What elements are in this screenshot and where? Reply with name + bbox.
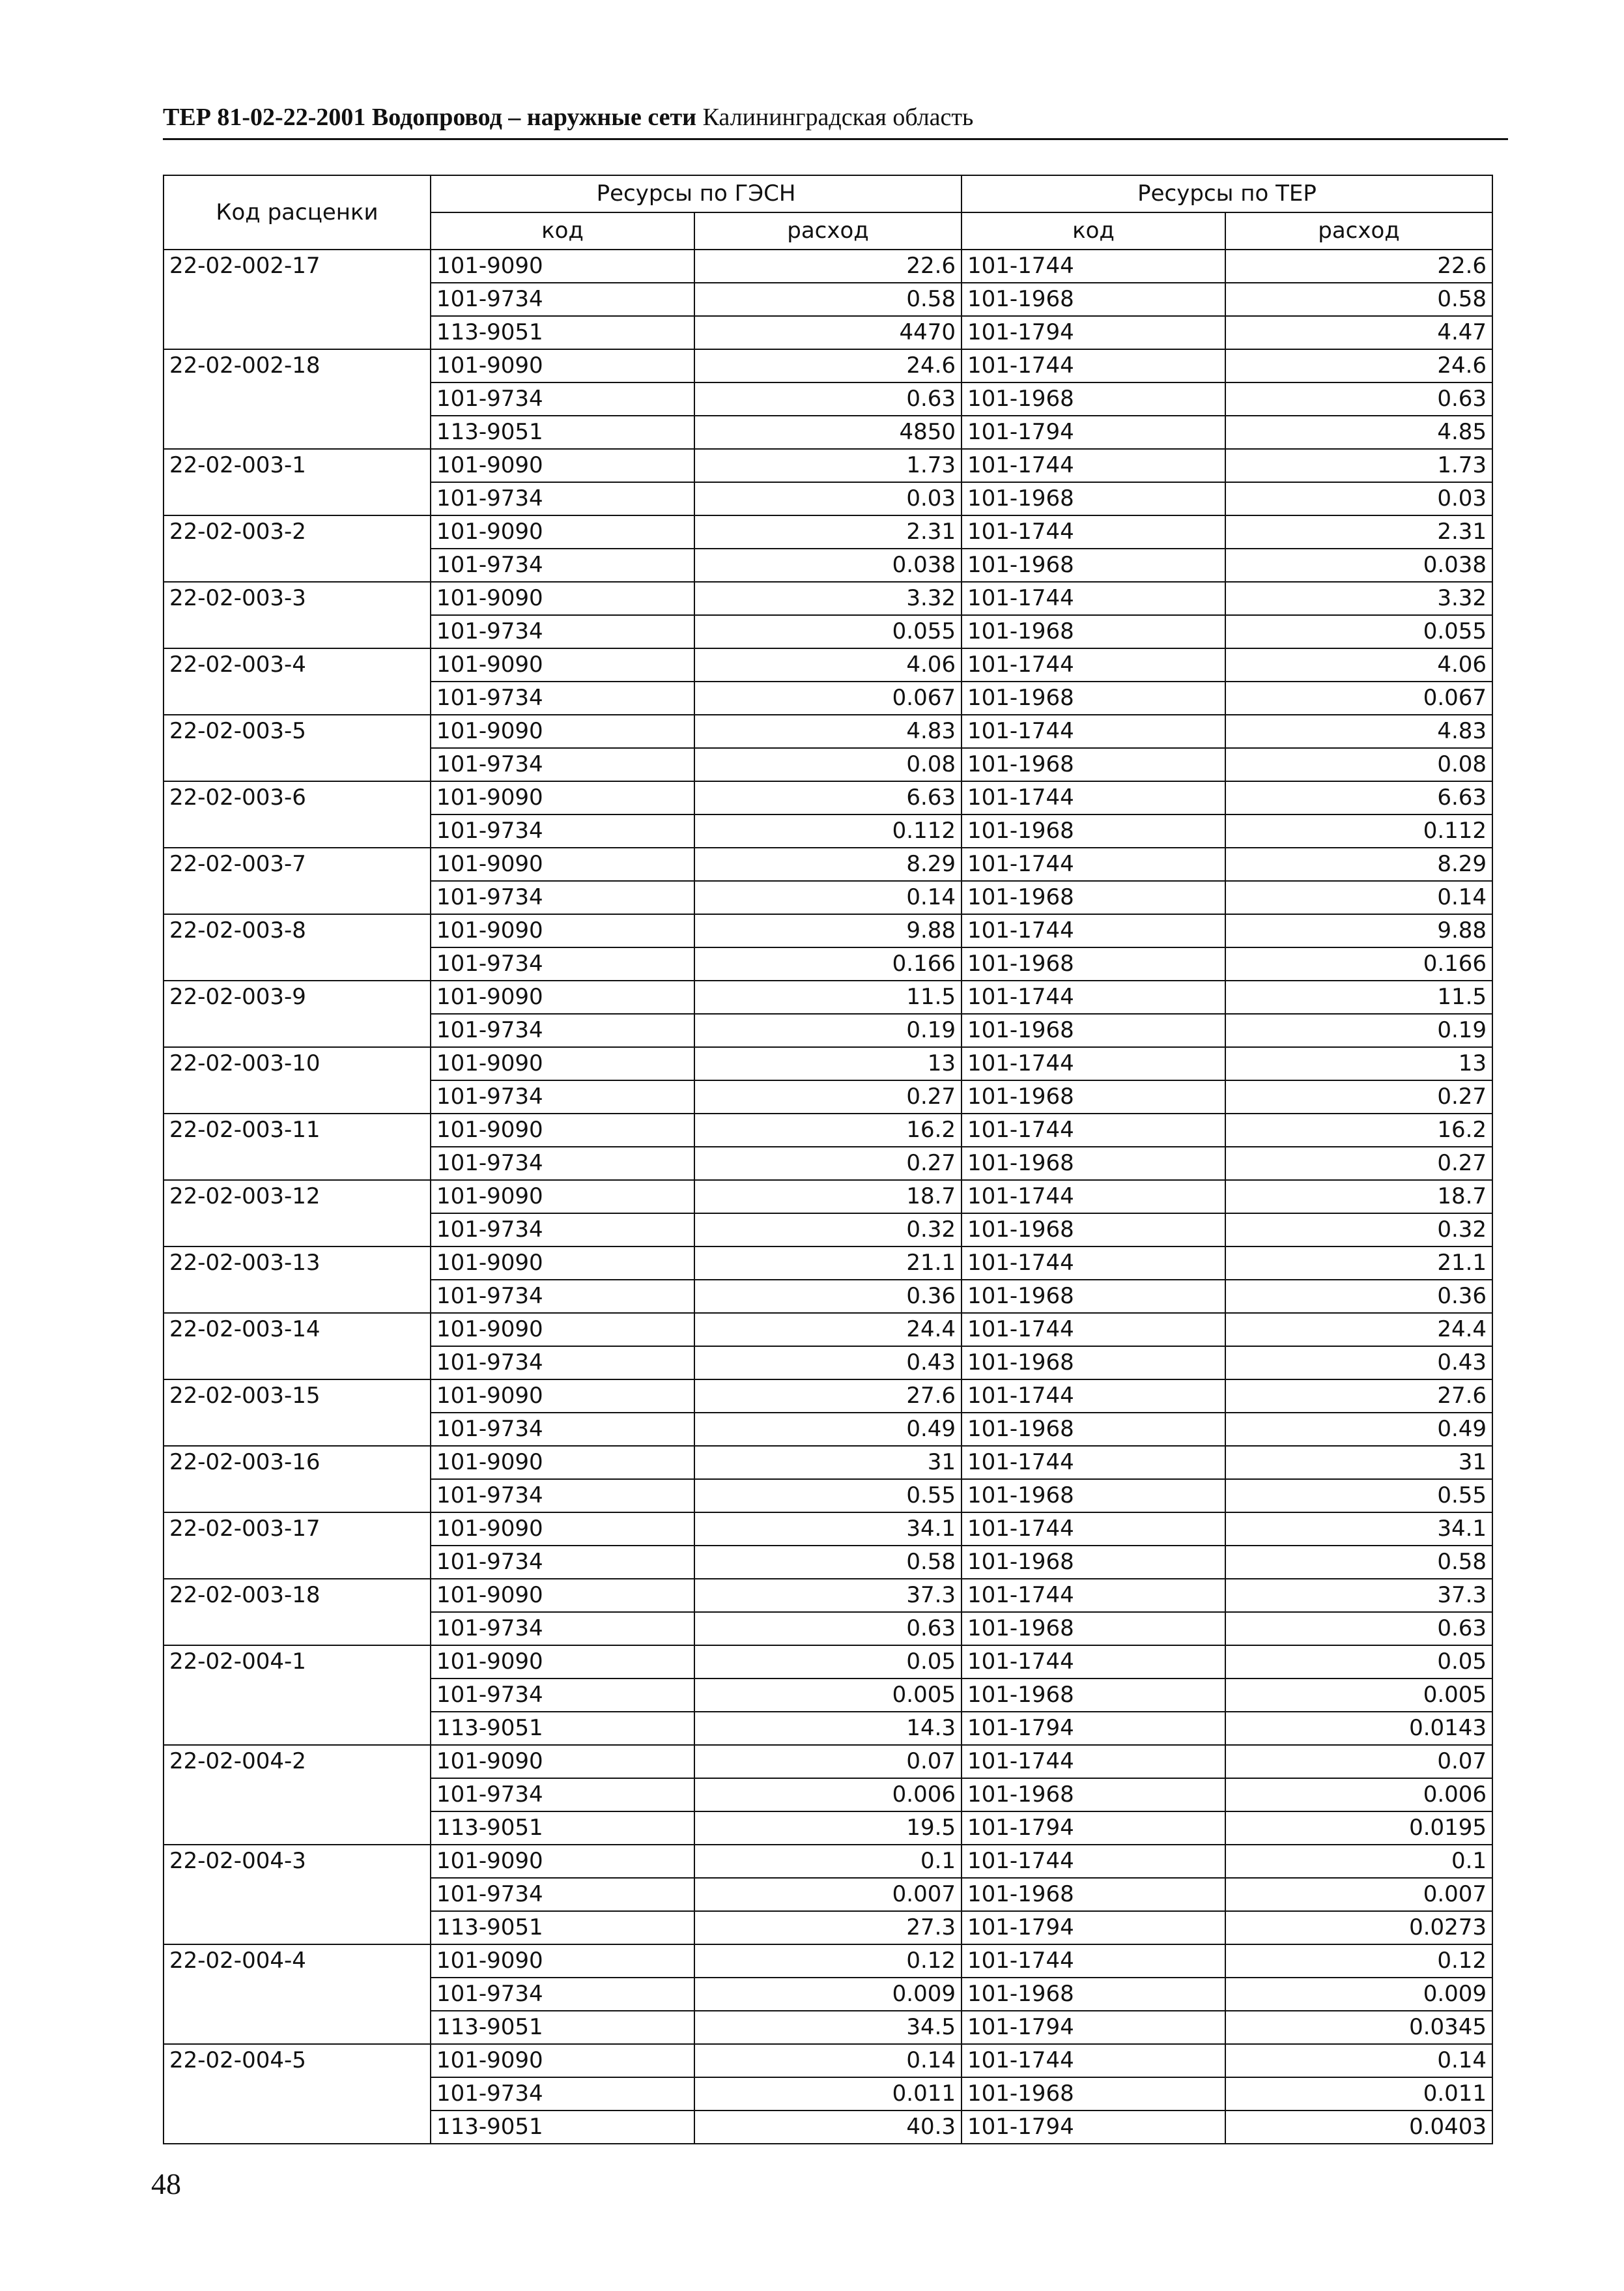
- gesn-consumption-cell: 4.83: [694, 715, 962, 748]
- ter-code-cell: 101-1968: [962, 283, 1225, 316]
- ter-code-cell: 101-1744: [962, 349, 1225, 382]
- gesn-consumption-cell: 0.43: [694, 1346, 962, 1379]
- gesn-code-cell: 101-9090: [431, 349, 694, 382]
- ter-consumption-cell: 0.0195: [1225, 1811, 1492, 1845]
- ter-consumption-cell: 0.0345: [1225, 2011, 1492, 2044]
- ter-code-cell: 101-1968: [962, 1778, 1225, 1811]
- ter-code-cell: 101-1968: [962, 1213, 1225, 1246]
- gesn-code-cell: 101-9734: [431, 1014, 694, 1047]
- gesn-code-cell: 101-9734: [431, 283, 694, 316]
- gesn-code-cell: 101-9734: [431, 1413, 694, 1446]
- gesn-consumption-cell: 31: [694, 1446, 962, 1479]
- gesn-code-cell: 101-9090: [431, 1446, 694, 1479]
- header-region: Калининградская область: [702, 104, 974, 131]
- ter-consumption-cell: 18.7: [1225, 1180, 1492, 1213]
- table-row: [164, 1379, 1492, 1413]
- gesn-consumption-cell: 0.055: [694, 615, 962, 648]
- rate-code-cell: 22-02-003-14: [164, 1313, 431, 1379]
- gesn-consumption-cell: 0.112: [694, 814, 962, 848]
- table-row: [164, 2044, 1492, 2077]
- gesn-code-cell: 101-9090: [431, 1645, 694, 1679]
- ter-code-cell: 101-1744: [962, 1180, 1225, 1213]
- gesn-code-cell: 101-9734: [431, 947, 694, 981]
- page-header: [163, 98, 1505, 137]
- gesn-code-cell: 101-9090: [431, 582, 694, 615]
- ter-code-cell: 101-1968: [962, 1612, 1225, 1645]
- gesn-code-cell: 101-9734: [431, 1346, 694, 1379]
- ter-code-cell: 101-1794: [962, 1712, 1225, 1745]
- ter-consumption-cell: 0.08: [1225, 748, 1492, 781]
- ter-consumption-cell: 4.06: [1225, 648, 1492, 682]
- rate-code-cell: 22-02-003-4: [164, 648, 431, 715]
- gesn-consumption-cell: 0.007: [694, 1878, 962, 1911]
- header-row-groups: [164, 175, 1492, 212]
- gesn-code-cell: 101-9734: [431, 1978, 694, 2011]
- ter-consumption-cell: 0.0143: [1225, 1712, 1492, 1745]
- gesn-code-cell: 113-9051: [431, 2011, 694, 2044]
- ter-code-cell: 101-1744: [962, 1047, 1225, 1080]
- gesn-consumption-cell: 19.5: [694, 1811, 962, 1845]
- ter-code-cell: 101-1744: [962, 449, 1225, 482]
- table-row: [164, 715, 1492, 748]
- gesn-code-cell: 101-9090: [431, 781, 694, 814]
- ter-consumption-cell: 0.32: [1225, 1213, 1492, 1246]
- rate-code-cell: 22-02-003-13: [164, 1246, 431, 1313]
- ter-code-cell: 101-1968: [962, 1346, 1225, 1379]
- header-title: ТЕР 81-02-22-2001 Водопровод – наружные сети: [163, 104, 697, 131]
- ter-consumption-cell: 31: [1225, 1446, 1492, 1479]
- rate-code-cell: 22-02-003-8: [164, 914, 431, 981]
- rate-code-cell: 22-02-003-9: [164, 981, 431, 1047]
- ter-consumption-cell: 0.07: [1225, 1745, 1492, 1778]
- gesn-code-cell: 101-9090: [431, 1246, 694, 1280]
- gesn-code-cell: 101-9090: [431, 914, 694, 947]
- gesn-code-cell: 101-9090: [431, 1047, 694, 1080]
- gesn-code-cell: 101-9734: [431, 748, 694, 781]
- ter-consumption-cell: 27.6: [1225, 1379, 1492, 1413]
- table-row: [164, 1446, 1492, 1479]
- gesn-code-cell: 101-9734: [431, 1080, 694, 1114]
- page-number: 48: [151, 2167, 181, 2200]
- gesn-code-cell: 101-9734: [431, 1778, 694, 1811]
- ter-consumption-cell: 4.47: [1225, 316, 1492, 349]
- column-header-code: Код расценки: [164, 175, 431, 250]
- rate-code-cell: 22-02-003-7: [164, 848, 431, 914]
- gesn-code-cell: 101-9090: [431, 1745, 694, 1778]
- table-row: [164, 1313, 1492, 1346]
- gesn-consumption-cell: 16.2: [694, 1114, 962, 1147]
- gesn-consumption-cell: 24.4: [694, 1313, 962, 1346]
- ter-code-cell: 101-1744: [962, 981, 1225, 1014]
- rate-code-cell: 22-02-003-11: [164, 1114, 431, 1180]
- ter-code-cell: 101-1968: [962, 814, 1225, 848]
- ter-consumption-cell: 0.49: [1225, 1413, 1492, 1446]
- gesn-code-cell: 101-9734: [431, 1612, 694, 1645]
- ter-code-cell: 101-1794: [962, 1911, 1225, 1944]
- table-row: [164, 981, 1492, 1014]
- gesn-code-cell: 101-9734: [431, 1280, 694, 1313]
- gesn-code-cell: 101-9090: [431, 2044, 694, 2077]
- gesn-consumption-cell: 0.009: [694, 1978, 962, 2011]
- table-row: [164, 1180, 1492, 1213]
- ter-consumption-cell: 0.14: [1225, 2044, 1492, 2077]
- ter-code-cell: 101-1968: [962, 1546, 1225, 1579]
- gesn-code-cell: 101-9734: [431, 615, 694, 648]
- gesn-code-cell: 101-9090: [431, 1944, 694, 1978]
- ter-code-cell: 101-1744: [962, 1512, 1225, 1546]
- gesn-consumption-cell: 27.3: [694, 1911, 962, 1944]
- rate-code-cell: 22-02-003-10: [164, 1047, 431, 1114]
- gesn-code-cell: 101-9734: [431, 682, 694, 715]
- rate-code-cell: 22-02-004-1: [164, 1645, 431, 1745]
- ter-consumption-cell: 0.011: [1225, 2077, 1492, 2111]
- ter-consumption-cell: 0.055: [1225, 615, 1492, 648]
- gesn-consumption-cell: 0.005: [694, 1679, 962, 1712]
- ter-consumption-cell: 0.067: [1225, 682, 1492, 715]
- ter-consumption-cell: 0.12: [1225, 1944, 1492, 1978]
- ter-consumption-cell: 0.03: [1225, 482, 1492, 515]
- ter-consumption-cell: 4.85: [1225, 416, 1492, 449]
- ter-consumption-cell: 21.1: [1225, 1246, 1492, 1280]
- gesn-consumption-cell: 1.73: [694, 449, 962, 482]
- gesn-code-cell: 101-9090: [431, 1512, 694, 1546]
- table-row: [164, 1845, 1492, 1878]
- gesn-code-cell: 101-9090: [431, 1180, 694, 1213]
- gesn-code-cell: 101-9734: [431, 549, 694, 582]
- gesn-code-cell: 101-9734: [431, 1546, 694, 1579]
- ter-consumption-cell: 2.31: [1225, 515, 1492, 549]
- gesn-consumption-cell: 37.3: [694, 1579, 962, 1612]
- ter-code-cell: 101-1794: [962, 2011, 1225, 2044]
- gesn-consumption-cell: 0.006: [694, 1778, 962, 1811]
- ter-code-cell: 101-1968: [962, 947, 1225, 981]
- ter-consumption-cell: 0.36: [1225, 1280, 1492, 1313]
- ter-code-cell: 101-1968: [962, 482, 1225, 515]
- gesn-code-cell: 101-9734: [431, 1213, 694, 1246]
- gesn-consumption-cell: 0.08: [694, 748, 962, 781]
- ter-code-cell: 101-1794: [962, 416, 1225, 449]
- gesn-code-cell: 101-9734: [431, 482, 694, 515]
- ter-code-cell: 101-1744: [962, 515, 1225, 549]
- gesn-consumption-cell: 0.07: [694, 1745, 962, 1778]
- gesn-consumption-cell: 0.58: [694, 283, 962, 316]
- table-row: [164, 1645, 1492, 1679]
- rate-code-cell: 22-02-004-2: [164, 1745, 431, 1845]
- gesn-consumption-cell: 2.31: [694, 515, 962, 549]
- column-group-gesn: Ресурсы по ГЭСН: [431, 175, 962, 212]
- header-rule: [163, 138, 1508, 140]
- table-row: [164, 1047, 1492, 1080]
- ter-code-cell: 101-1968: [962, 881, 1225, 914]
- ter-code-cell: 101-1794: [962, 1811, 1225, 1845]
- ter-consumption-cell: 0.0403: [1225, 2111, 1492, 2144]
- ter-code-cell: 101-1968: [962, 1878, 1225, 1911]
- ter-consumption-cell: 6.63: [1225, 781, 1492, 814]
- gesn-consumption-cell: 18.7: [694, 1180, 962, 1213]
- gesn-consumption-cell: 0.55: [694, 1479, 962, 1512]
- gesn-code-cell: 101-9090: [431, 449, 694, 482]
- resources-table: [163, 175, 1493, 2144]
- table-body: [164, 250, 1492, 2144]
- ter-code-cell: 101-1744: [962, 1114, 1225, 1147]
- gesn-consumption-cell: 0.36: [694, 1280, 962, 1313]
- ter-consumption-cell: 22.6: [1225, 250, 1492, 283]
- gesn-consumption-cell: 0.49: [694, 1413, 962, 1446]
- gesn-consumption-cell: 0.03: [694, 482, 962, 515]
- ter-consumption-cell: 0.007: [1225, 1878, 1492, 1911]
- rate-code-cell: 22-02-003-2: [164, 515, 431, 582]
- ter-code-cell: 101-1744: [962, 1845, 1225, 1878]
- ter-consumption-cell: 0.27: [1225, 1080, 1492, 1114]
- gesn-consumption-cell: 24.6: [694, 349, 962, 382]
- ter-consumption-cell: 3.32: [1225, 582, 1492, 615]
- ter-consumption-cell: 4.83: [1225, 715, 1492, 748]
- table-row: [164, 1246, 1492, 1280]
- ter-code-cell: 101-1968: [962, 1080, 1225, 1114]
- gesn-code-cell: 101-9734: [431, 1479, 694, 1512]
- ter-consumption-cell: 1.73: [1225, 449, 1492, 482]
- ter-code-cell: 101-1744: [962, 648, 1225, 682]
- gesn-consumption-cell: 4470: [694, 316, 962, 349]
- gesn-consumption-cell: 0.1: [694, 1845, 962, 1878]
- table-row: [164, 582, 1492, 615]
- ter-consumption-cell: 24.6: [1225, 349, 1492, 382]
- table-row: [164, 648, 1492, 682]
- gesn-consumption-cell: 22.6: [694, 250, 962, 283]
- ter-code-cell: 101-1744: [962, 1745, 1225, 1778]
- rate-code-cell: 22-02-003-12: [164, 1180, 431, 1246]
- gesn-code-cell: 113-9051: [431, 1712, 694, 1745]
- gesn-consumption-cell: 4850: [694, 416, 962, 449]
- gesn-code-cell: 101-9090: [431, 715, 694, 748]
- ter-consumption-cell: 0.112: [1225, 814, 1492, 848]
- rate-code-cell: 22-02-004-3: [164, 1845, 431, 1944]
- gesn-consumption-cell: 0.63: [694, 382, 962, 416]
- gesn-consumption-cell: 40.3: [694, 2111, 962, 2144]
- gesn-code-cell: 113-9051: [431, 2111, 694, 2144]
- gesn-code-cell: 101-9090: [431, 250, 694, 283]
- gesn-code-cell: 101-9090: [431, 1313, 694, 1346]
- ter-code-cell: 101-1968: [962, 1479, 1225, 1512]
- gesn-code-cell: 101-9734: [431, 1147, 694, 1180]
- gesn-consumption-cell: 27.6: [694, 1379, 962, 1413]
- ter-consumption-cell: 0.27: [1225, 1147, 1492, 1180]
- rate-code-cell: 22-02-002-17: [164, 250, 431, 349]
- gesn-code-cell: 101-9090: [431, 981, 694, 1014]
- gesn-consumption-cell: 34.5: [694, 2011, 962, 2044]
- column-header-ter-consumption: расход: [1225, 212, 1492, 250]
- ter-consumption-cell: 0.63: [1225, 382, 1492, 416]
- rate-code-cell: 22-02-002-18: [164, 349, 431, 449]
- table-row: [164, 449, 1492, 482]
- ter-consumption-cell: 0.005: [1225, 1679, 1492, 1712]
- table-row: [164, 914, 1492, 947]
- gesn-consumption-cell: 11.5: [694, 981, 962, 1014]
- ter-code-cell: 101-1794: [962, 2111, 1225, 2144]
- table-row: [164, 1745, 1492, 1778]
- gesn-consumption-cell: 0.14: [694, 881, 962, 914]
- ter-consumption-cell: 0.05: [1225, 1645, 1492, 1679]
- table-row: [164, 515, 1492, 549]
- ter-code-cell: 101-1744: [962, 1446, 1225, 1479]
- ter-consumption-cell: 0.006: [1225, 1778, 1492, 1811]
- ter-code-cell: 101-1744: [962, 1579, 1225, 1612]
- ter-consumption-cell: 9.88: [1225, 914, 1492, 947]
- gesn-consumption-cell: 0.067: [694, 682, 962, 715]
- table-row: [164, 848, 1492, 881]
- ter-consumption-cell: 0.009: [1225, 1978, 1492, 2011]
- gesn-consumption-cell: 9.88: [694, 914, 962, 947]
- ter-code-cell: 101-1744: [962, 781, 1225, 814]
- ter-consumption-cell: 8.29: [1225, 848, 1492, 881]
- ter-consumption-cell: 0.43: [1225, 1346, 1492, 1379]
- ter-consumption-cell: 16.2: [1225, 1114, 1492, 1147]
- gesn-code-cell: 101-9090: [431, 848, 694, 881]
- ter-consumption-cell: 0.63: [1225, 1612, 1492, 1645]
- ter-code-cell: 101-1968: [962, 615, 1225, 648]
- ter-code-cell: 101-1794: [962, 316, 1225, 349]
- gesn-code-cell: 113-9051: [431, 416, 694, 449]
- gesn-consumption-cell: 14.3: [694, 1712, 962, 1745]
- gesn-consumption-cell: 0.27: [694, 1147, 962, 1180]
- ter-consumption-cell: 0.55: [1225, 1479, 1492, 1512]
- column-header-gesn-code: код: [431, 212, 694, 250]
- rate-code-cell: 22-02-003-5: [164, 715, 431, 781]
- ter-consumption-cell: 0.0273: [1225, 1911, 1492, 1944]
- gesn-consumption-cell: 0.27: [694, 1080, 962, 1114]
- ter-code-cell: 101-1968: [962, 1413, 1225, 1446]
- gesn-consumption-cell: 0.32: [694, 1213, 962, 1246]
- ter-consumption-cell: 0.1: [1225, 1845, 1492, 1878]
- rate-code-cell: 22-02-003-6: [164, 781, 431, 848]
- table-head: [164, 175, 1492, 250]
- gesn-code-cell: 101-9734: [431, 814, 694, 848]
- rate-code-cell: 22-02-004-4: [164, 1944, 431, 2044]
- ter-consumption-cell: 0.038: [1225, 549, 1492, 582]
- gesn-code-cell: 101-9090: [431, 648, 694, 682]
- ter-code-cell: 101-1744: [962, 914, 1225, 947]
- ter-code-cell: 101-1968: [962, 748, 1225, 781]
- gesn-consumption-cell: 0.63: [694, 1612, 962, 1645]
- gesn-code-cell: 101-9734: [431, 382, 694, 416]
- ter-consumption-cell: 0.19: [1225, 1014, 1492, 1047]
- gesn-consumption-cell: 0.011: [694, 2077, 962, 2111]
- ter-consumption-cell: 11.5: [1225, 981, 1492, 1014]
- gesn-consumption-cell: 8.29: [694, 848, 962, 881]
- ter-code-cell: 101-1968: [962, 2077, 1225, 2111]
- ter-code-cell: 101-1968: [962, 1280, 1225, 1313]
- rate-code-cell: 22-02-003-15: [164, 1379, 431, 1446]
- gesn-consumption-cell: 6.63: [694, 781, 962, 814]
- gesn-consumption-cell: 4.06: [694, 648, 962, 682]
- gesn-code-cell: 101-9090: [431, 1114, 694, 1147]
- ter-code-cell: 101-1968: [962, 549, 1225, 582]
- gesn-consumption-cell: 0.038: [694, 549, 962, 582]
- column-header-gesn-consumption: расход: [694, 212, 962, 250]
- table-row: [164, 250, 1492, 283]
- gesn-consumption-cell: 34.1: [694, 1512, 962, 1546]
- table-row: [164, 1512, 1492, 1546]
- ter-consumption-cell: 0.14: [1225, 881, 1492, 914]
- ter-code-cell: 101-1744: [962, 2044, 1225, 2077]
- gesn-consumption-cell: 0.58: [694, 1546, 962, 1579]
- gesn-code-cell: 101-9734: [431, 2077, 694, 2111]
- table-row: [164, 1114, 1492, 1147]
- gesn-code-cell: 101-9090: [431, 1845, 694, 1878]
- ter-code-cell: 101-1968: [962, 1147, 1225, 1180]
- ter-code-cell: 101-1744: [962, 1645, 1225, 1679]
- gesn-code-cell: 113-9051: [431, 316, 694, 349]
- rate-code-cell: 22-02-003-17: [164, 1512, 431, 1579]
- gesn-consumption-cell: 0.14: [694, 2044, 962, 2077]
- ter-code-cell: 101-1744: [962, 1944, 1225, 1978]
- gesn-code-cell: 101-9090: [431, 1579, 694, 1612]
- ter-code-cell: 101-1744: [962, 848, 1225, 881]
- ter-consumption-cell: 0.58: [1225, 1546, 1492, 1579]
- rate-code-cell: 22-02-003-16: [164, 1446, 431, 1512]
- gesn-consumption-cell: 21.1: [694, 1246, 962, 1280]
- gesn-code-cell: 113-9051: [431, 1811, 694, 1845]
- ter-consumption-cell: 13: [1225, 1047, 1492, 1080]
- rate-code-cell: 22-02-003-18: [164, 1579, 431, 1645]
- rate-code-cell: 22-02-004-5: [164, 2044, 431, 2144]
- rate-code-cell: 22-02-003-1: [164, 449, 431, 515]
- ter-code-cell: 101-1968: [962, 1014, 1225, 1047]
- gesn-code-cell: 101-9734: [431, 1878, 694, 1911]
- ter-consumption-cell: 24.4: [1225, 1313, 1492, 1346]
- ter-code-cell: 101-1968: [962, 682, 1225, 715]
- gesn-code-cell: 101-9090: [431, 1379, 694, 1413]
- table-row: [164, 1579, 1492, 1612]
- ter-consumption-cell: 37.3: [1225, 1579, 1492, 1612]
- ter-code-cell: 101-1744: [962, 1246, 1225, 1280]
- ter-code-cell: 101-1968: [962, 1978, 1225, 2011]
- ter-consumption-cell: 0.58: [1225, 283, 1492, 316]
- gesn-code-cell: 101-9734: [431, 1679, 694, 1712]
- ter-consumption-cell: 0.166: [1225, 947, 1492, 981]
- gesn-code-cell: 101-9090: [431, 515, 694, 549]
- ter-code-cell: 101-1744: [962, 250, 1225, 283]
- column-group-ter: Ресурсы по ТЕР: [962, 175, 1492, 212]
- gesn-consumption-cell: 0.05: [694, 1645, 962, 1679]
- ter-code-cell: 101-1744: [962, 1313, 1225, 1346]
- gesn-consumption-cell: 0.166: [694, 947, 962, 981]
- ter-code-cell: 101-1744: [962, 582, 1225, 615]
- ter-consumption-cell: 34.1: [1225, 1512, 1492, 1546]
- table-row: [164, 1944, 1492, 1978]
- gesn-code-cell: 113-9051: [431, 1911, 694, 1944]
- gesn-consumption-cell: 13: [694, 1047, 962, 1080]
- table-row: [164, 349, 1492, 382]
- rate-code-cell: 22-02-003-3: [164, 582, 431, 648]
- table-row: [164, 781, 1492, 814]
- gesn-consumption-cell: 3.32: [694, 582, 962, 615]
- ter-code-cell: 101-1968: [962, 382, 1225, 416]
- ter-code-cell: 101-1744: [962, 1379, 1225, 1413]
- ter-code-cell: 101-1968: [962, 1679, 1225, 1712]
- gesn-consumption-cell: 0.19: [694, 1014, 962, 1047]
- gesn-consumption-cell: 0.12: [694, 1944, 962, 1978]
- column-header-ter-code: код: [962, 212, 1225, 250]
- gesn-code-cell: 101-9734: [431, 881, 694, 914]
- ter-code-cell: 101-1744: [962, 715, 1225, 748]
